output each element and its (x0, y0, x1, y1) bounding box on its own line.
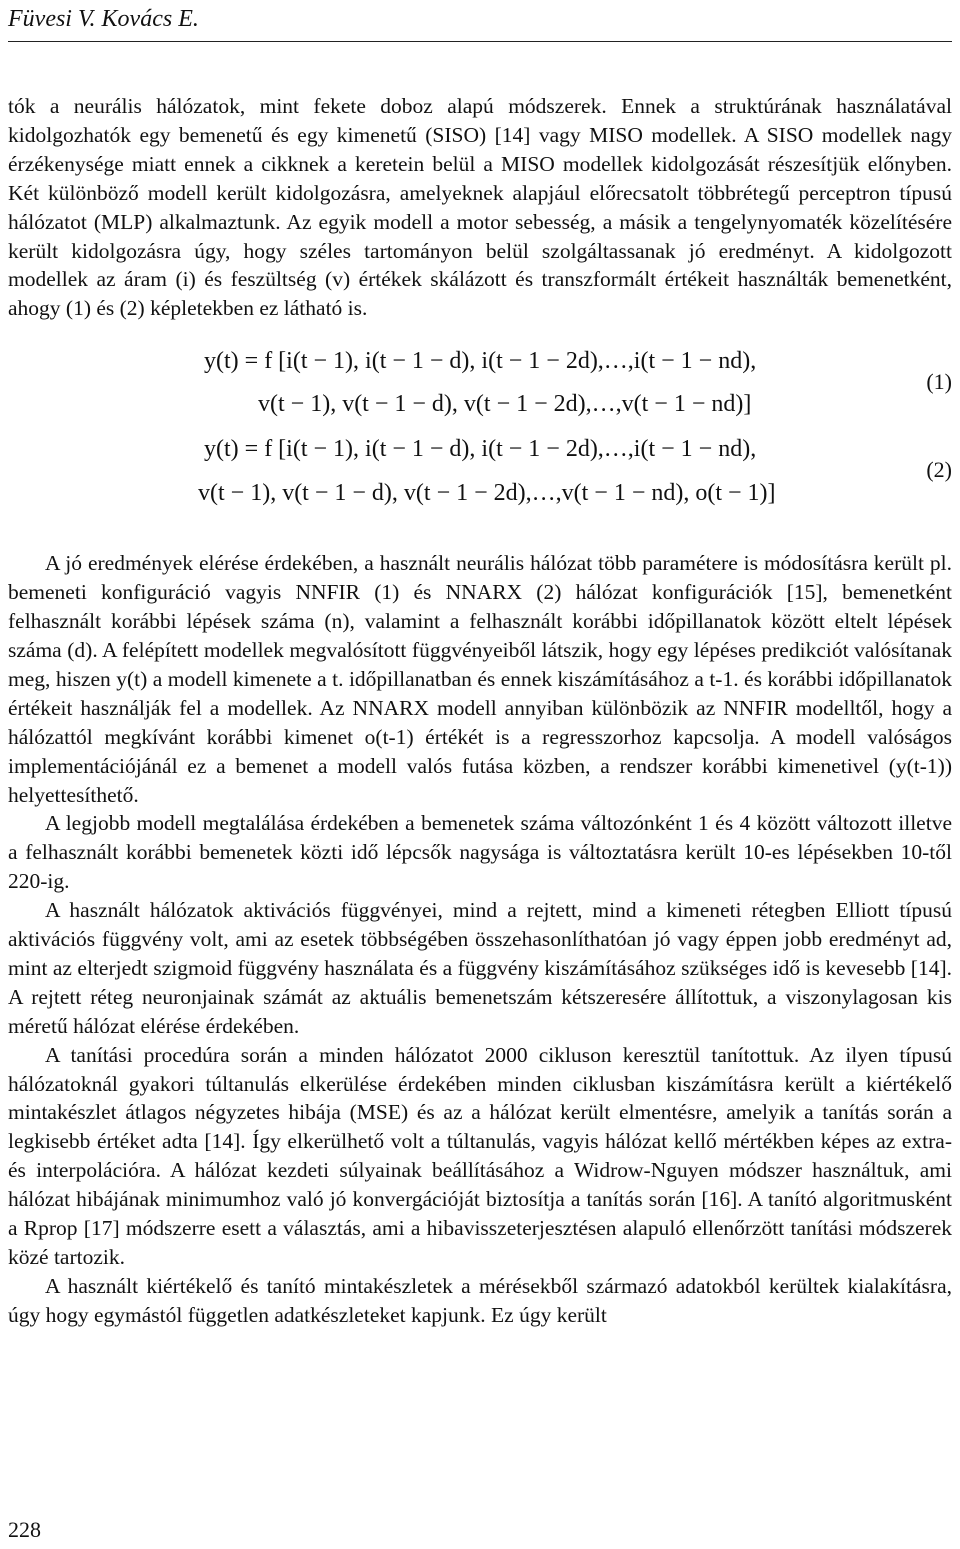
main-text (8, 92, 952, 1330)
paragraph-configuration: A jó eredmények elérése érdekében, a használt neurális hálózat több paramétere is módosításra került pl. bemeneti konfiguráció vagyis NNFIR (1) és NNARX (2) hálózat konfigurációk [15], bemenetként felhasznált korábbi lépések száma (n), valamint a felhasznált korábbi időpillanatok között eltelt lépések száma (d). A felépített modellek megvalósított függvényeiből látszik, hogy egy lépéses predikciót valósítanak meg, hiszen y(t) a modell kimenete a t. időpillanatban és ennek kiszámításához a t-1. és korábbi időpillanatok értékeit használják fel a modellek. Az NNARX modell annyiban különbözik az NNFIR modelltől, hogy a hálózattól megkívánt korábbi kimenet o(t-1) értékét is a regresszorhoz kapcsolja. A modell valóságos implementációjánál ez a bemenet a modell valós futása közben, a rendszer korábbi kimenetivel (y(t-1)) helyettesíthető. (8, 551, 952, 807)
paragraph-intro: tók a neurális hálózatok, mint fekete doboz alapú módszerek. Ennek a struktúrának használatával kidolgozhatók egy bemenetű és egy kimenetű (SISO) [14] vagy MISO modellek. A SISO modellek nagy érzékenysége miatt ennek a cikknek a keretein belül a MISO modellek kidolgozását részesítjük előnyben. Két különböző modell került kidolgozásra, amelyeknek alapjául előrecsatolt többrétegű perceptron típusú hálózatot (MLP) alkalmaztunk. Az egyik modell a motor sebesség, a másik a tengelynyomaték közelítésére került kidolgozásra úgy, hogy széles tartományon belül szolgáltassanak jó eredményt. A kidolgozott modellek az áram (i) és feszültség (v) értékek skálázott és transzformált értékeit használták bemenetként, ahogy (1) és (2) képletekben ez látható is. (8, 94, 952, 321)
header-divider (8, 41, 952, 42)
paragraph-activation: A használt hálózatok aktivációs függvényei, mind a rejtett, mind a kimeneti rétegben Elliott típusú aktivációs függvény volt, ami az esetek többségében összehasonlíthatóan jó vagy éppen jobb eredményt ad, mint az elterjedt szigmoid függvény használata és a függvény kiszámításához szükséges idő is kevesebb [14]. A rejtett réteg neuronjainak számát az aktuális bemenetszám kétszeresére állítottuk, a viszonylagosan kis méretű hálózat elérése érdekében. (8, 898, 952, 1038)
paragraph-training: A tanítási procedúra során a minden hálózatot 2000 cikluson keresztül tanítottuk. Az ilyen típusú hálózatoknál gyakori túltanulás elkerülése érdekében minden ciklusban kiszámításra került a kiértékelő mintakészlet átlagos négyzetes hibája (MSE) és az a hálózat került elmentésre, amelyik a tanítás során a legkisebb értéket adta [14]. Így elkerülhető volt a túltanulás, vagyis hálózat kellő mértékben képes az extra- és interpolációra. A hálózat kezdeti súlyainak beállításához a Widrow-Nguyen módszer használtuk, ami hálózat hibájának minimumhoz való jó konvergációját biztosítja a tanítás során [16]. A tanító algoritmusként a Rprop [17] módszerre esett a választás, ami a hibavisszeterjesztésen alapuló ellenőrzött tanítási módszerek közé tartozik. (8, 1042, 952, 1269)
equation-1-number: (1) (926, 369, 952, 395)
equation-1-line-2: v(t − 1), v(t − 1 − d), v(t − 1 − 2d),…,v(t − 1 − nd)] (258, 391, 752, 418)
equation-2-number: (2) (926, 457, 952, 483)
paragraph-best-model: A legjobb modell megtalálása érdekében a bemenetek száma változónként 1 és 4 között változott illetve a felhasznált korábbi bemenetek közti idő lépcsők nagysága is változtatásra került 10-es lépésekben 10-től 220-ig. (8, 811, 952, 894)
equation-1-line-1: y(t) = f [i(t − 1), i(t − 1 − d), i(t − 1 − 2d),…,i(t − 1 − nd), (204, 348, 757, 375)
page-number: 228 (8, 1517, 41, 1542)
paragraph-datasets: A használt kiértékelő és tanító mintakészletek a mérésekből származó adatokból kerültek kialakításra, úgy hogy egymástól független adatkészleteket kapjunk. Ez úgy került (8, 1273, 952, 1327)
equation-block (8, 345, 952, 535)
equation-2-line-2: v(t − 1), v(t − 1 − d), v(t − 1 − 2d),…,v(t − 1 − nd), o(t − 1)] (198, 480, 776, 507)
equation-2-line-1: y(t) = f [i(t − 1), i(t − 1 − d), i(t − 1 − 2d),…,i(t − 1 − nd), (204, 436, 757, 463)
running-header-author: Füvesi V. Kovács E. (8, 6, 199, 32)
